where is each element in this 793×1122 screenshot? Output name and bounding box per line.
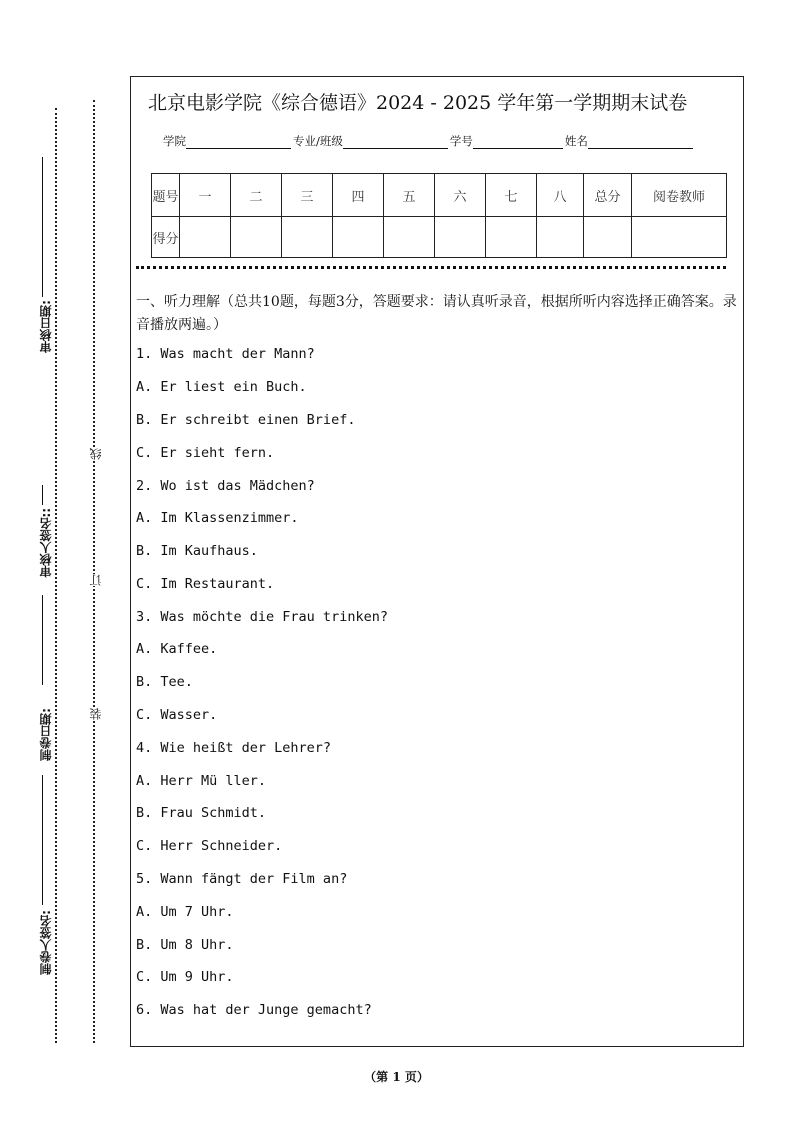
review-date-blank — [42, 157, 43, 297]
paper-date-blank — [42, 775, 43, 905]
col-1: 一 — [180, 174, 231, 217]
score-table-header-row — [152, 174, 727, 217]
page-number: （第 1 页） — [364, 1070, 429, 1084]
student-info-row — [163, 131, 723, 149]
option-line: C. Herr Schneider. — [136, 838, 283, 854]
question-line: 4. Wie heißt der Lehrer? — [136, 740, 332, 756]
section-heading: 一、听力理解（总共10题，每题3分，答题要求：请认真听录音，根据所听内容选择正确答案。录音播放两遍。） — [136, 294, 737, 333]
dotted-separator — [136, 266, 726, 269]
option-line: A. Kaffee. — [136, 641, 218, 657]
option-line: C. Um 9 Uhr. — [136, 969, 234, 985]
grader-label: 阅卷教师 — [632, 174, 727, 217]
left-dotted-line — [55, 108, 57, 1043]
option-line: B. Frau Schmidt. — [136, 805, 267, 821]
option-line: C. Er sieht fern. — [136, 445, 275, 461]
col-4: 四 — [333, 174, 384, 217]
question-line: 5. Wann fängt der Film an? — [136, 871, 348, 887]
score-cell-total[interactable] — [584, 217, 632, 258]
binding-dotted-line — [93, 100, 95, 1043]
option-line: A. Er liest ein Buch. — [136, 379, 307, 395]
score-cell[interactable] — [333, 217, 384, 258]
question-line: 2. Wo ist das Mädchen? — [136, 478, 315, 494]
grader-cell[interactable] — [632, 217, 727, 258]
student-id-label: 学号 — [449, 134, 473, 148]
exam-title: 北京电影学院《综合德语》2024 - 2025 学年第一学期期末试卷 — [148, 92, 688, 114]
option-line: A. Herr Mü ller. — [136, 773, 267, 789]
score-table — [151, 173, 727, 258]
college-field[interactable] — [186, 134, 291, 149]
student-id-field[interactable] — [473, 134, 563, 149]
question-line: 3. Was möchte die Frau trinken? — [136, 609, 388, 625]
reviewer-sign-blank-2 — [42, 595, 43, 685]
score-cell[interactable] — [537, 217, 584, 258]
option-line: A. Im Klassenzimmer. — [136, 510, 299, 526]
col-7: 七 — [486, 174, 537, 217]
major-field[interactable] — [343, 134, 448, 149]
option-line: B. Tee. — [136, 674, 193, 690]
reviewer-sign-label: 审核人签名:: — [39, 508, 53, 578]
name-label: 姓名 — [564, 134, 588, 148]
col-2: 二 — [231, 174, 282, 217]
major-label: 专业/班级 — [293, 134, 343, 148]
bind-pack-char: 装 — [89, 708, 103, 720]
score-cell[interactable] — [231, 217, 282, 258]
review-date-label: 审核日期: — [39, 300, 53, 353]
name-field[interactable] — [588, 134, 693, 149]
bind-staple-char: 订 — [89, 574, 103, 586]
score-cell[interactable] — [282, 217, 333, 258]
option-line: A. Um 7 Uhr. — [136, 904, 234, 920]
score-cell[interactable] — [180, 217, 231, 258]
score-cell[interactable] — [486, 217, 537, 258]
bind-line-char: 线 — [89, 448, 103, 460]
option-line: B. Um 8 Uhr. — [136, 937, 234, 953]
question-no-label: 题号 — [152, 174, 180, 217]
col-total: 总分 — [584, 174, 632, 217]
col-6: 六 — [435, 174, 486, 217]
reviewer-sign-blank — [42, 485, 43, 505]
score-cell[interactable] — [384, 217, 435, 258]
paper-date-label: 制卷日期: — [39, 708, 53, 761]
paper-maker-sign-label: 制卷人签名: — [39, 910, 53, 975]
option-line: B. Er schreibt einen Brief. — [136, 412, 356, 428]
college-label: 学院 — [163, 134, 186, 148]
option-line: C. Im Restaurant. — [136, 576, 275, 592]
col-8: 八 — [537, 174, 584, 217]
option-line: C. Wasser. — [136, 707, 218, 723]
col-3: 三 — [282, 174, 333, 217]
score-cell[interactable] — [435, 217, 486, 258]
score-label: 得分 — [152, 217, 180, 258]
score-table-score-row — [152, 217, 727, 258]
col-5: 五 — [384, 174, 435, 217]
question-line: 1. Was macht der Mann? — [136, 346, 315, 362]
question-line: 6. Was hat der Junge gemacht? — [136, 1002, 372, 1018]
option-line: B. Im Kaufhaus. — [136, 543, 258, 559]
